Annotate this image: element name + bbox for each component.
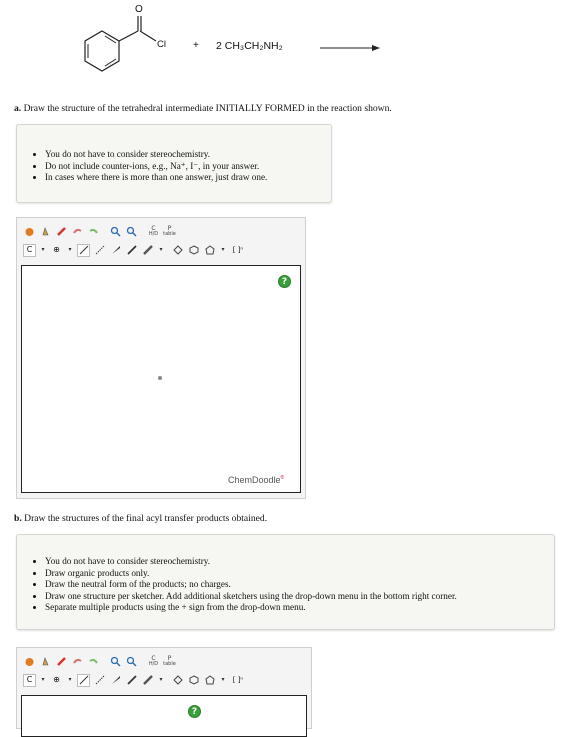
hand-icon[interactable] [23, 225, 36, 238]
note-item: • Draw one structure per sketcher. Add additional sketchers using the drop-down menu in the bottom right corner. [45, 591, 554, 603]
help-icon[interactable]: ? [188, 705, 201, 718]
atom-label: C [26, 675, 33, 684]
periodic-bottom: table [163, 660, 176, 667]
bold-bond-icon[interactable] [109, 244, 122, 257]
periodic-top: P [167, 654, 172, 662]
chemdoodle-logo [228, 475, 284, 485]
notes-list-a [17, 149, 331, 184]
chevron-down-icon[interactable]: ▾ [41, 676, 45, 683]
implicit-hydrogen-icon[interactable] [147, 655, 160, 668]
toolbar-row-1 [23, 224, 176, 238]
cyclopentane-icon[interactable] [203, 244, 216, 257]
periodic-bottom: table [163, 230, 176, 237]
notes-box-a [16, 124, 332, 203]
chevron-down-icon[interactable]: ▾ [159, 676, 163, 683]
chevron-down-icon[interactable]: ▾ [68, 676, 72, 683]
periodic-table-icon[interactable] [163, 225, 176, 238]
note-item: • In cases where there is more than one answer, just draw one. [45, 172, 331, 184]
double-bond-icon[interactable] [125, 674, 138, 687]
center-marker [158, 376, 162, 380]
toolbar-row-2 [23, 673, 246, 687]
wedge-bond-icon[interactable] [93, 674, 106, 687]
atom-tool-button[interactable] [23, 674, 36, 687]
atom-label: C [26, 245, 33, 254]
text-tool-top: C [151, 224, 156, 232]
zoom-in-icon[interactable] [109, 225, 122, 238]
plus-sign: + [193, 40, 199, 51]
toolbar-row-1 [23, 654, 176, 668]
eraser-icon[interactable] [55, 655, 68, 668]
note-item: • You do not have to consider stereochemistry. [45, 149, 331, 161]
wedge-bond-icon[interactable] [93, 244, 106, 257]
toolbar-row-2 [23, 243, 246, 257]
cyclopropane-icon[interactable] [171, 674, 184, 687]
question-b-text: Draw the structures of the final acyl transfer products obtained. [24, 513, 268, 524]
note-item: • Do not include counter-ions, e.g., Na⁺, I⁻, in your answer. [45, 161, 331, 173]
triple-bond-icon[interactable] [141, 674, 154, 687]
chevron-down-icon[interactable]: ▾ [221, 676, 225, 683]
question-a [14, 103, 392, 114]
bracket-icon[interactable]: [ ]ⁿ [232, 675, 244, 684]
chevron-down-icon[interactable]: ▾ [221, 246, 225, 253]
brand-name: ChemDoodle [228, 475, 281, 485]
chevron-down-icon[interactable]: ▾ [41, 246, 45, 253]
note-item: • You do not have to consider stereochemistry. [45, 556, 554, 568]
zoom-out-icon[interactable] [125, 225, 138, 238]
benzene-ring-icon[interactable] [187, 674, 200, 687]
zoom-out-icon[interactable] [125, 655, 138, 668]
zoom-in-icon[interactable] [109, 655, 122, 668]
redo-icon[interactable] [87, 225, 100, 238]
note-item: • Draw organic products only. [45, 568, 554, 580]
single-bond-icon[interactable] [77, 674, 90, 687]
chevron-down-icon[interactable]: ▾ [68, 246, 72, 253]
bracket-icon[interactable]: [ ]ⁿ [232, 245, 244, 254]
question-b [14, 513, 267, 524]
implicit-hydrogen-icon[interactable] [147, 225, 160, 238]
question-a-text: Draw the structure of the tetrahedral intermediate INITIALLY FORMED in the reaction shown. [23, 103, 392, 114]
brand-mark: ® [280, 475, 285, 481]
text-tool-bottom: H/D [148, 660, 159, 667]
chevron-down-icon[interactable]: ▾ [159, 246, 163, 253]
reaction-scheme [0, 0, 565, 95]
note-item: • Separate multiple products using the + sign from the drop-down menu. [45, 602, 554, 614]
lasso-icon[interactable] [39, 655, 52, 668]
double-bond-icon[interactable] [125, 244, 138, 257]
question-b-label: b. [14, 513, 22, 524]
undo-icon[interactable] [71, 225, 84, 238]
atom-tool-button[interactable] [23, 244, 36, 257]
undo-icon[interactable] [71, 655, 84, 668]
notes-box-b [16, 534, 555, 630]
chemdoodle-sketcher-b [16, 647, 312, 729]
oxygen-atom-label: O [135, 4, 143, 15]
drawing-canvas-b[interactable] [21, 695, 307, 737]
periodic-table-icon[interactable] [163, 655, 176, 668]
drawing-canvas-a[interactable] [21, 265, 301, 493]
periodic-top: P [167, 224, 172, 232]
bold-bond-icon[interactable] [109, 674, 122, 687]
chemdoodle-sketcher-a [16, 217, 306, 499]
charge-icon[interactable]: ⊕ [53, 675, 60, 684]
redo-icon[interactable] [87, 655, 100, 668]
triple-bond-icon[interactable] [141, 244, 154, 257]
reagent-label: 2 CH₃CH₂NH₂ [216, 40, 283, 52]
cyclopropane-icon[interactable] [171, 244, 184, 257]
note-item: • Draw the neutral form of the products; no charges. [45, 579, 554, 591]
eraser-icon[interactable] [55, 225, 68, 238]
single-bond-icon[interactable] [77, 244, 90, 257]
question-a-label: a. [14, 103, 22, 114]
help-icon[interactable]: ? [278, 275, 291, 288]
lasso-icon[interactable] [39, 225, 52, 238]
text-tool-bottom: H/D [148, 230, 159, 237]
benzene-ring-icon[interactable] [187, 244, 200, 257]
chlorine-atom-label: Cl [157, 39, 166, 50]
hand-icon[interactable] [23, 655, 36, 668]
charge-icon[interactable]: ⊕ [53, 245, 60, 254]
cyclopentane-icon[interactable] [203, 674, 216, 687]
text-tool-top: C [151, 654, 156, 662]
notes-list-b [17, 556, 554, 614]
